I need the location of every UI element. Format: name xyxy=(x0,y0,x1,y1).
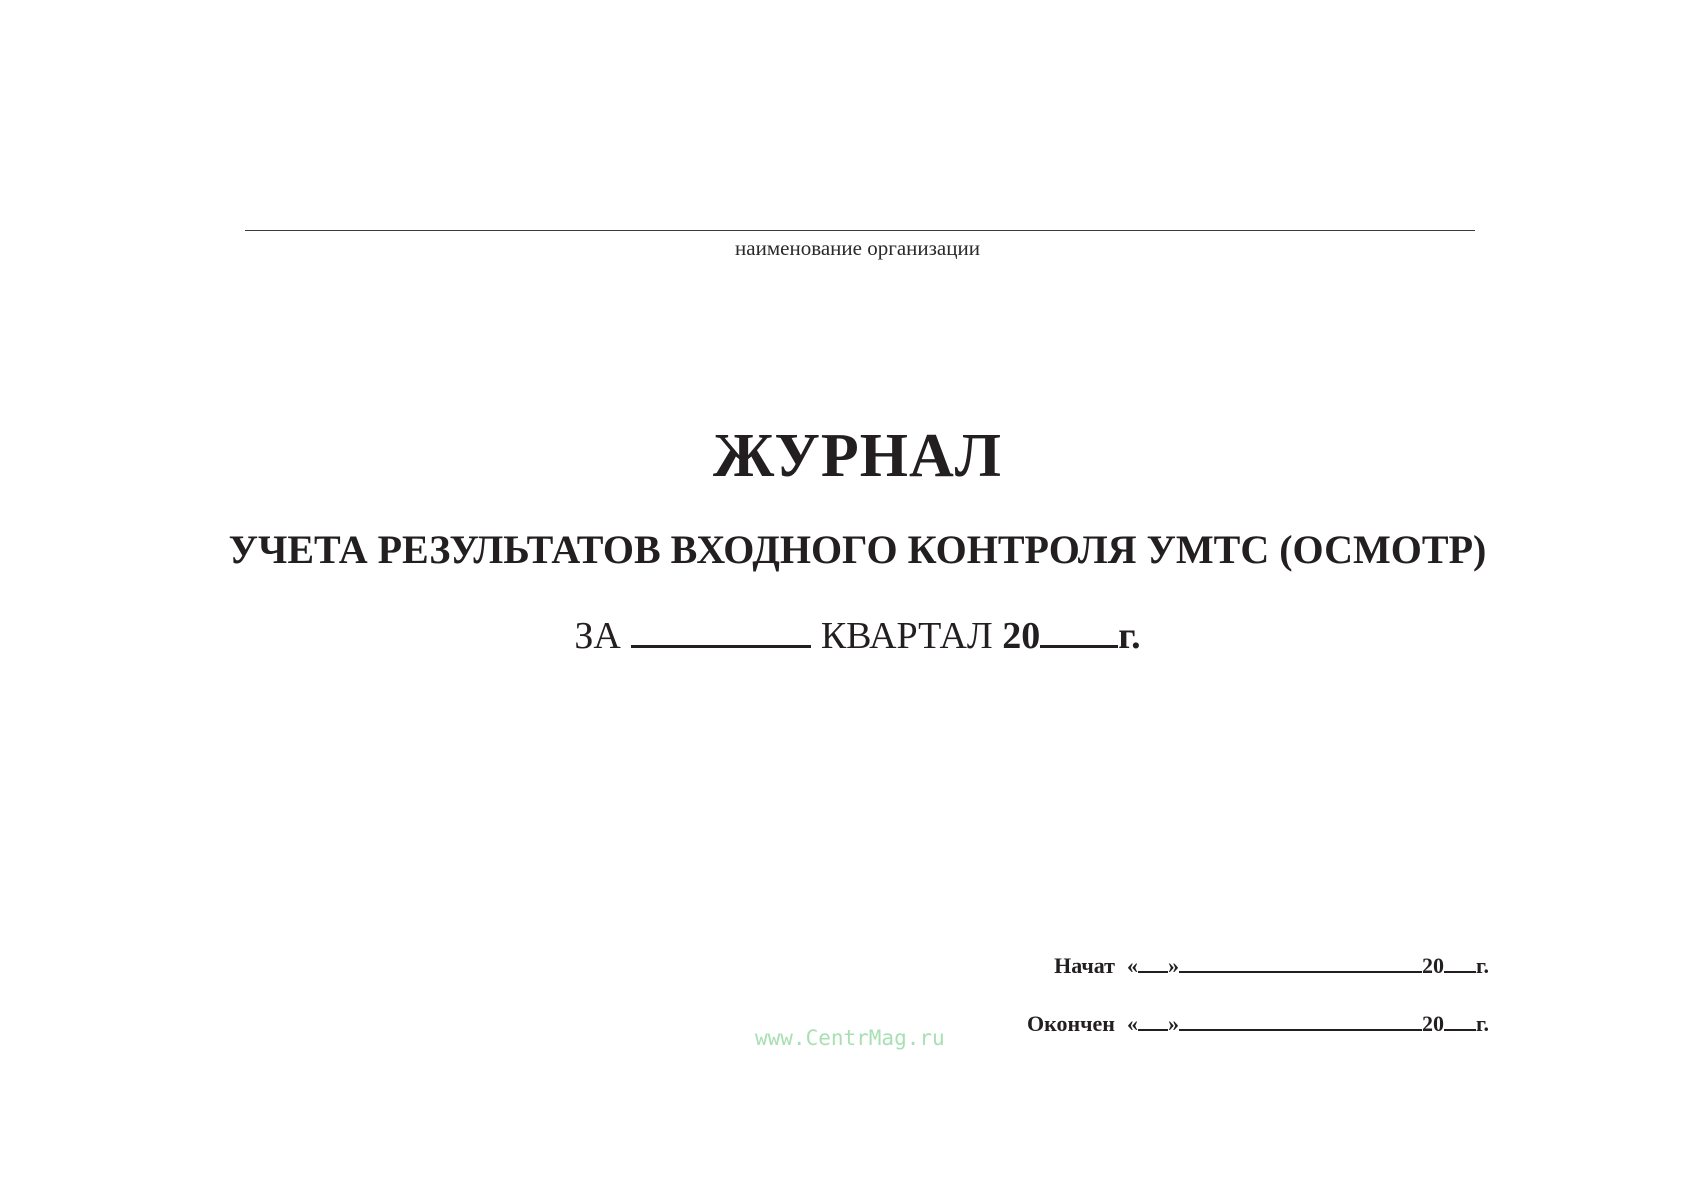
organization-caption: наименование организации xyxy=(735,236,980,260)
end-year-blank xyxy=(1444,1011,1476,1031)
period-prefix: ЗА xyxy=(574,615,621,657)
period-century: 20 xyxy=(1002,615,1041,657)
quarter-blank xyxy=(631,615,811,648)
end-close-quote: » xyxy=(1167,1011,1179,1036)
end-date-row xyxy=(1027,1011,1489,1035)
year-blank xyxy=(1040,615,1118,648)
end-label: Окончен xyxy=(1026,1011,1115,1036)
end-century: 20 xyxy=(1421,1011,1444,1036)
period-year-suffix: г. xyxy=(1118,615,1141,657)
start-day-blank xyxy=(1138,953,1168,973)
start-month-blank xyxy=(1179,953,1422,973)
start-open-quote: « xyxy=(1126,953,1138,978)
end-open-quote: « xyxy=(1126,1011,1138,1036)
start-date-row xyxy=(1054,953,1489,977)
start-label: Начат xyxy=(1054,953,1115,978)
end-year-suffix: г. xyxy=(1475,1011,1489,1036)
start-century: 20 xyxy=(1421,953,1444,978)
journal-title: ЖУРНАЛ xyxy=(713,422,1002,490)
watermark: www.CentrMag.ru xyxy=(755,1026,945,1050)
start-close-quote: » xyxy=(1167,953,1179,978)
start-year-suffix: г. xyxy=(1475,953,1489,978)
quarter-word: КВАРТАЛ xyxy=(820,615,993,657)
journal-subtitle: УЧЕТА РЕЗУЛЬТАТОВ ВХОДНОГО КОНТРОЛЯ УМТС (ОСМОТР) xyxy=(228,527,1487,572)
start-year-blank xyxy=(1444,953,1476,973)
period-line xyxy=(0,615,1697,655)
end-month-blank xyxy=(1179,1011,1422,1031)
organization-name-line xyxy=(245,230,1475,231)
end-day-blank xyxy=(1138,1011,1168,1031)
